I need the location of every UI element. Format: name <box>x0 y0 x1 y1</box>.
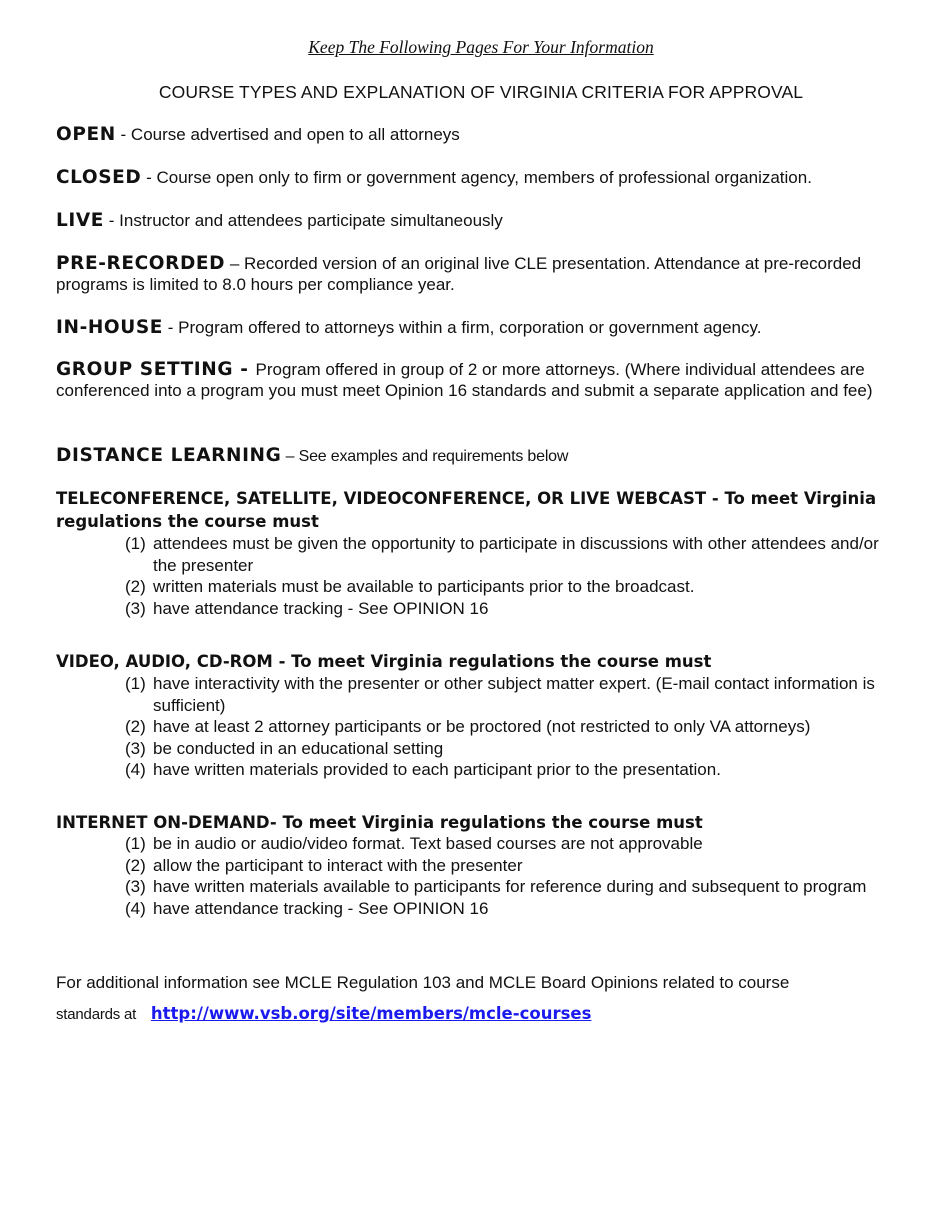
definition-open <box>56 124 906 145</box>
item-number: (4) <box>125 898 146 918</box>
item-text: have attendance tracking - See OPINION 16 <box>153 898 489 918</box>
definition-in-house <box>56 317 906 338</box>
video-audio-requirements <box>125 673 885 781</box>
term-description: - Course open only to firm or government agency, members of professional organization. <box>141 168 812 187</box>
list-item <box>125 898 885 920</box>
section-heading-teleconference: TELECONFERENCE, SATELLITE, VIDEOCONFERENCE, OR LIVE WEBCAST - To meet Virginia regulations the course must <box>56 489 877 531</box>
item-text: have attendance tracking - See OPINION 16 <box>153 598 489 618</box>
definition-pre-recorded <box>56 253 906 295</box>
term-label: CLOSED <box>56 167 142 188</box>
section-heading-video-audio: VIDEO, AUDIO, CD-ROM - To meet Virginia regulations the course must <box>56 652 712 671</box>
list-item <box>125 716 885 738</box>
term-label: PRE-RECORDED <box>56 253 226 274</box>
list-item <box>125 855 885 877</box>
list-item <box>125 833 885 855</box>
definition-live <box>56 210 906 231</box>
list-item <box>125 576 885 598</box>
term-description: – Recorded version of an original live CLE presentation. Attendance at pre-recorded programs is limited to 8.0 hours per compliance year. <box>56 254 862 294</box>
definition-closed <box>56 167 906 188</box>
teleconference-requirements <box>125 533 885 619</box>
mcle-courses-link[interactable]: http://www.vsb.org/site/members/mcle-courses <box>150 1004 592 1023</box>
item-text: have interactivity with the presenter or other subject matter expert. (E-mail contact information is sufficient) <box>153 674 875 715</box>
header-note: Keep The Following Pages For Your Information <box>308 37 654 57</box>
item-number: (1) <box>125 534 146 553</box>
item-text: written materials must be available to participants prior to the broadcast. <box>153 577 695 596</box>
term-description: Program offered in group of 2 or more attorneys. (Where individual attendees are conferenced into a program you must meet Opinion 16 standards and submit a separate application and fee) <box>56 360 873 400</box>
item-text: have at least 2 attorney participants or be proctored (not restricted to only VA attorneys) <box>153 717 811 736</box>
item-number: (2) <box>125 577 146 596</box>
item-text: have written materials provided to each participant prior to the presentation. <box>153 760 721 779</box>
footer-prefix: standards at <box>56 1006 137 1023</box>
term-description: - Instructor and attendees participate simultaneously <box>104 211 503 230</box>
item-number: (4) <box>125 760 146 779</box>
item-text: be in audio or audio/video format. Text based courses are not approvable <box>153 834 703 853</box>
term-label: IN-HOUSE <box>56 317 164 338</box>
footer-link-line <box>56 1004 906 1024</box>
definition-distance-learning <box>56 445 906 467</box>
page-title: COURSE TYPES AND EXPLANATION OF VIRGINIA CRITERIA FOR APPROVAL <box>158 82 804 102</box>
item-number: (2) <box>125 717 146 736</box>
list-item <box>125 738 885 760</box>
list-item <box>125 673 885 716</box>
list-item <box>125 876 885 898</box>
term-description: - Program offered to attorneys within a firm, corporation or government agency. <box>163 318 762 337</box>
footer-line: For additional information see MCLE Regulation 103 and MCLE Board Opinions related to course <box>56 973 790 992</box>
internet-on-demand-requirements <box>125 833 885 919</box>
item-text: be conducted in an educational setting <box>153 738 444 758</box>
definition-group-setting <box>56 359 906 401</box>
item-text: allow the participant to interact with the presenter <box>153 855 523 875</box>
term-label: LIVE <box>56 210 105 231</box>
item-number: (2) <box>125 855 146 875</box>
term-label: DISTANCE LEARNING <box>56 445 282 466</box>
term-label: GROUP SETTING - <box>56 359 256 380</box>
list-item <box>125 533 885 576</box>
section-heading-internet-on-demand: INTERNET ON-DEMAND- To meet Virginia regulations the course must <box>56 813 703 832</box>
item-text: have written materials available to participants for reference during and subsequent to program <box>153 877 867 896</box>
term-label: OPEN <box>56 124 116 145</box>
term-description: – See examples and requirements below <box>281 448 569 465</box>
item-number: (1) <box>125 834 146 853</box>
item-number: (1) <box>125 674 146 693</box>
list-item <box>125 759 885 781</box>
item-number: (3) <box>125 738 146 758</box>
item-number: (3) <box>125 877 146 896</box>
list-item <box>125 598 885 620</box>
term-description: - Course advertised and open to all attorneys <box>115 125 460 144</box>
item-text: attendees must be given the opportunity to participate in discussions with other attendees and/or the presenter <box>153 534 879 575</box>
item-number: (3) <box>125 598 146 618</box>
